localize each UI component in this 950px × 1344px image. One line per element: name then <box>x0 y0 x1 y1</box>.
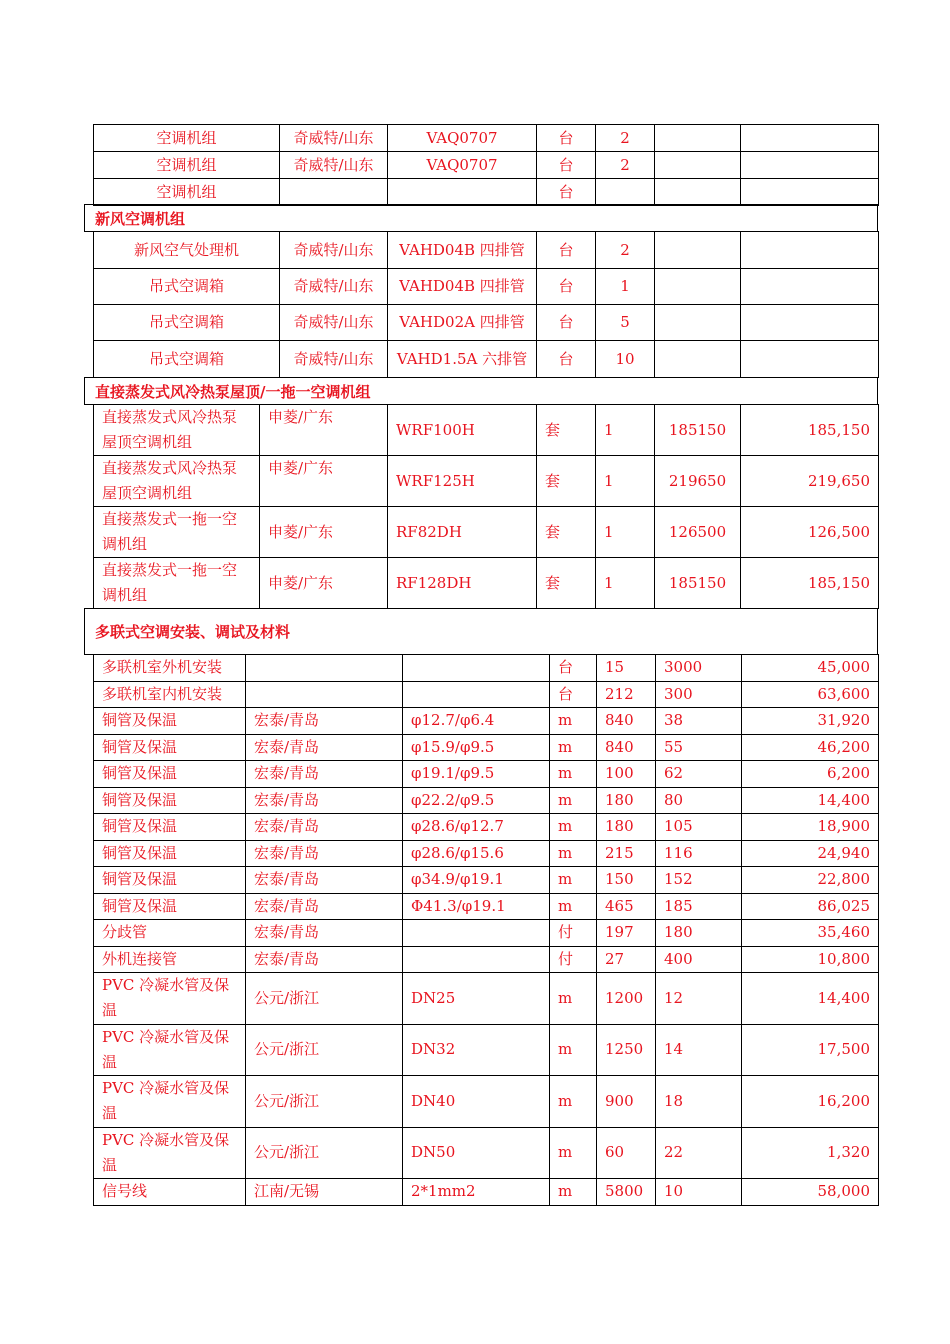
item-name: 直接蒸发式一拖一空调机组 <box>94 507 260 558</box>
item-brand <box>246 681 403 708</box>
table-row <box>94 507 879 558</box>
table-row <box>94 946 879 973</box>
item-price: 152 <box>656 867 742 894</box>
table-row <box>94 655 879 682</box>
item-brand: 奇威特/山东 <box>280 269 388 305</box>
item-price: 12 <box>656 973 742 1025</box>
item-unit: 台 <box>537 269 596 305</box>
item-model: VAHD1.5A 六排管 <box>388 341 537 378</box>
item-name: 铜管及保温 <box>94 787 246 814</box>
item-model: DN32 <box>403 1024 550 1076</box>
item-price <box>655 179 741 206</box>
table-row <box>94 708 879 735</box>
item-qty: 1250 <box>597 1024 656 1076</box>
item-name: 多联机室内机安装 <box>94 681 246 708</box>
item-model: RF128DH <box>388 558 537 609</box>
item-price: 300 <box>656 681 742 708</box>
table-row <box>94 1179 879 1206</box>
item-qty: 150 <box>597 867 656 894</box>
item-model <box>403 946 550 973</box>
item-model: φ28.6/φ12.7 <box>403 814 550 841</box>
item-model: DN25 <box>403 973 550 1025</box>
item-name: PVC 冷凝水管及保温 <box>94 1024 246 1076</box>
item-total <box>741 179 879 206</box>
item-qty: 840 <box>597 708 656 735</box>
item-brand: 申菱/广东 <box>260 405 388 456</box>
table-row <box>94 920 879 947</box>
item-model: φ28.6/φ15.6 <box>403 840 550 867</box>
item-total: 126,500 <box>741 507 879 558</box>
item-price <box>655 232 741 269</box>
item-price <box>655 305 741 341</box>
item-model: WRF100H <box>388 405 537 456</box>
item-price: 219650 <box>655 456 741 507</box>
item-unit: m <box>550 973 597 1025</box>
table-row <box>94 305 879 341</box>
item-price: 185150 <box>655 558 741 609</box>
item-model: Φ41.3/φ19.1 <box>403 893 550 920</box>
item-brand: 申菱/广东 <box>260 558 388 609</box>
item-total: 6,200 <box>742 761 879 788</box>
item-name: 铜管及保温 <box>94 761 246 788</box>
item-unit: m <box>550 734 597 761</box>
item-unit: 套 <box>537 558 596 609</box>
item-total: 35,460 <box>742 920 879 947</box>
item-qty: 5800 <box>597 1179 656 1206</box>
item-model: φ19.1/φ9.5 <box>403 761 550 788</box>
item-qty: 212 <box>597 681 656 708</box>
item-qty: 1 <box>596 456 655 507</box>
item-qty: 60 <box>597 1127 656 1179</box>
item-qty: 2 <box>596 232 655 269</box>
item-unit: 台 <box>537 232 596 269</box>
item-name: 铜管及保温 <box>94 734 246 761</box>
item-price: 22 <box>656 1127 742 1179</box>
table-row <box>94 558 879 609</box>
table-row <box>94 152 879 179</box>
item-total: 24,940 <box>742 840 879 867</box>
item-model <box>388 179 537 206</box>
item-total: 86,025 <box>742 893 879 920</box>
item-qty: 197 <box>597 920 656 947</box>
item-name: 空调机组 <box>94 179 280 206</box>
table-row <box>94 1024 879 1076</box>
item-unit: 台 <box>537 152 596 179</box>
table-row <box>94 1076 879 1128</box>
item-brand: 宏泰/青岛 <box>246 814 403 841</box>
table-rooftop-units <box>93 404 879 609</box>
item-brand: 奇威特/山东 <box>280 125 388 152</box>
item-name: PVC 冷凝水管及保温 <box>94 1127 246 1179</box>
item-name: 多联机室外机安装 <box>94 655 246 682</box>
item-name: 铜管及保温 <box>94 893 246 920</box>
item-total: 14,400 <box>742 787 879 814</box>
item-price: 180 <box>656 920 742 947</box>
item-total: 16,200 <box>742 1076 879 1128</box>
item-total <box>741 341 879 378</box>
item-brand: 奇威特/山东 <box>280 305 388 341</box>
table-row <box>94 341 879 378</box>
item-qty: 2 <box>596 152 655 179</box>
item-unit: m <box>550 893 597 920</box>
section-header-fresh-air: 新风空调机组 <box>84 204 878 232</box>
item-name: 新风空气处理机 <box>94 232 280 269</box>
item-model: 2*1mm2 <box>403 1179 550 1206</box>
item-model <box>403 920 550 947</box>
item-unit: m <box>550 761 597 788</box>
item-model: RF82DH <box>388 507 537 558</box>
item-qty: 27 <box>597 946 656 973</box>
item-brand: 奇威特/山东 <box>280 152 388 179</box>
item-model: DN50 <box>403 1127 550 1179</box>
item-model: φ22.2/φ9.5 <box>403 787 550 814</box>
item-total: 1,320 <box>742 1127 879 1179</box>
item-qty: 5 <box>596 305 655 341</box>
item-name: 吊式空调箱 <box>94 341 280 378</box>
item-model: VAHD04B 四排管 <box>388 269 537 305</box>
item-model: DN40 <box>403 1076 550 1128</box>
item-model: VAHD04B 四排管 <box>388 232 537 269</box>
item-unit: 付 <box>550 920 597 947</box>
item-name: 直接蒸发式一拖一空调机组 <box>94 558 260 609</box>
item-unit: 台 <box>537 305 596 341</box>
table-row <box>94 867 879 894</box>
table-row <box>94 125 879 152</box>
item-qty: 15 <box>597 655 656 682</box>
table-row <box>94 232 879 269</box>
item-qty: 2 <box>596 125 655 152</box>
item-unit: 套 <box>537 507 596 558</box>
table-row <box>94 761 879 788</box>
item-qty: 900 <box>597 1076 656 1128</box>
item-unit: 台 <box>537 125 596 152</box>
item-price: 126500 <box>655 507 741 558</box>
table-ac-units <box>93 124 879 206</box>
item-unit: m <box>550 1127 597 1179</box>
item-total <box>741 152 879 179</box>
item-name: 外机连接管 <box>94 946 246 973</box>
item-brand: 宏泰/青岛 <box>246 920 403 947</box>
item-total: 63,600 <box>742 681 879 708</box>
item-model: φ34.9/φ19.1 <box>403 867 550 894</box>
item-price: 3000 <box>656 655 742 682</box>
item-name: 铜管及保温 <box>94 708 246 735</box>
item-price: 80 <box>656 787 742 814</box>
item-brand: 公元/浙江 <box>246 973 403 1025</box>
item-total: 22,800 <box>742 867 879 894</box>
item-brand: 宏泰/青岛 <box>246 761 403 788</box>
item-unit: m <box>550 708 597 735</box>
section-header-rooftop-units: 直接蒸发式风冷热泵屋顶/一拖一空调机组 <box>84 377 878 405</box>
table-row <box>94 840 879 867</box>
item-price: 18 <box>656 1076 742 1128</box>
table-row <box>94 814 879 841</box>
item-total: 58,000 <box>742 1179 879 1206</box>
item-brand: 宏泰/青岛 <box>246 867 403 894</box>
item-name: 铜管及保温 <box>94 867 246 894</box>
item-total: 14,400 <box>742 973 879 1025</box>
table-row <box>94 787 879 814</box>
item-unit: 套 <box>537 405 596 456</box>
item-price <box>655 269 741 305</box>
item-unit: 台 <box>537 341 596 378</box>
item-model: WRF125H <box>388 456 537 507</box>
item-price: 116 <box>656 840 742 867</box>
item-price: 185150 <box>655 405 741 456</box>
item-unit: 台 <box>537 179 596 206</box>
item-brand: 宏泰/青岛 <box>246 840 403 867</box>
item-price: 10 <box>656 1179 742 1206</box>
item-qty: 1 <box>596 405 655 456</box>
item-price: 185 <box>656 893 742 920</box>
item-brand: 公元/浙江 <box>246 1024 403 1076</box>
table-row <box>94 734 879 761</box>
item-name: PVC 冷凝水管及保温 <box>94 973 246 1025</box>
item-total: 45,000 <box>742 655 879 682</box>
item-qty: 215 <box>597 840 656 867</box>
item-qty: 1 <box>596 507 655 558</box>
item-name: 铜管及保温 <box>94 840 246 867</box>
item-name: 分歧管 <box>94 920 246 947</box>
item-total <box>741 125 879 152</box>
item-unit: m <box>550 814 597 841</box>
item-unit: m <box>550 1076 597 1128</box>
item-unit: m <box>550 1024 597 1076</box>
item-total: 46,200 <box>742 734 879 761</box>
item-unit: m <box>550 1179 597 1206</box>
item-qty: 1 <box>596 558 655 609</box>
table-row <box>94 456 879 507</box>
item-unit: 套 <box>537 456 596 507</box>
item-qty: 465 <box>597 893 656 920</box>
item-model: φ15.9/φ9.5 <box>403 734 550 761</box>
item-qty: 10 <box>596 341 655 378</box>
item-total: 31,920 <box>742 708 879 735</box>
item-name: 空调机组 <box>94 125 280 152</box>
item-qty <box>596 179 655 206</box>
item-brand: 宏泰/青岛 <box>246 893 403 920</box>
section-header-vrf-install: 多联式空调安装、调试及材料 <box>84 608 878 655</box>
item-unit: m <box>550 867 597 894</box>
item-qty: 100 <box>597 761 656 788</box>
item-brand: 宏泰/青岛 <box>246 787 403 814</box>
item-total <box>741 269 879 305</box>
item-model: VAHD02A 四排管 <box>388 305 537 341</box>
table-row <box>94 1127 879 1179</box>
item-price: 105 <box>656 814 742 841</box>
table-vrf-install <box>93 654 879 1206</box>
item-total: 185,150 <box>741 558 879 609</box>
item-brand <box>280 179 388 206</box>
item-name: 空调机组 <box>94 152 280 179</box>
item-unit: 付 <box>550 946 597 973</box>
item-name: 吊式空调箱 <box>94 269 280 305</box>
item-price <box>655 152 741 179</box>
item-name: 铜管及保温 <box>94 814 246 841</box>
item-qty: 180 <box>597 787 656 814</box>
item-model: φ12.7/φ6.4 <box>403 708 550 735</box>
table-row <box>94 893 879 920</box>
item-qty: 840 <box>597 734 656 761</box>
item-brand: 公元/浙江 <box>246 1127 403 1179</box>
item-price: 38 <box>656 708 742 735</box>
item-brand: 奇威特/山东 <box>280 341 388 378</box>
item-name: 直接蒸发式风冷热泵屋顶空调机组 <box>94 405 260 456</box>
item-price: 62 <box>656 761 742 788</box>
item-brand: 申菱/广东 <box>260 507 388 558</box>
item-name: PVC 冷凝水管及保温 <box>94 1076 246 1128</box>
item-model: VAQ0707 <box>388 125 537 152</box>
item-price <box>655 125 741 152</box>
item-qty: 180 <box>597 814 656 841</box>
item-name: 信号线 <box>94 1179 246 1206</box>
item-brand: 宏泰/青岛 <box>246 734 403 761</box>
item-brand: 江南/无锡 <box>246 1179 403 1206</box>
item-price: 400 <box>656 946 742 973</box>
table-row <box>94 681 879 708</box>
item-model <box>403 681 550 708</box>
table-row <box>94 269 879 305</box>
item-price: 14 <box>656 1024 742 1076</box>
item-brand: 宏泰/青岛 <box>246 946 403 973</box>
item-brand: 公元/浙江 <box>246 1076 403 1128</box>
item-unit: m <box>550 787 597 814</box>
item-total <box>741 305 879 341</box>
table-row <box>94 973 879 1025</box>
item-name: 直接蒸发式风冷热泵屋顶空调机组 <box>94 456 260 507</box>
item-brand: 申菱/广东 <box>260 456 388 507</box>
item-brand <box>246 655 403 682</box>
item-price <box>655 341 741 378</box>
item-price: 55 <box>656 734 742 761</box>
item-unit: m <box>550 840 597 867</box>
table-fresh-air-units <box>93 231 879 378</box>
item-total: 219,650 <box>741 456 879 507</box>
item-total: 17,500 <box>742 1024 879 1076</box>
item-model <box>403 655 550 682</box>
item-total: 10,800 <box>742 946 879 973</box>
item-brand: 奇威特/山东 <box>280 232 388 269</box>
item-name: 吊式空调箱 <box>94 305 280 341</box>
item-total: 185,150 <box>741 405 879 456</box>
item-brand: 宏泰/青岛 <box>246 708 403 735</box>
item-qty: 1200 <box>597 973 656 1025</box>
item-qty: 1 <box>596 269 655 305</box>
item-total: 18,900 <box>742 814 879 841</box>
table-row <box>94 179 879 206</box>
item-total <box>741 232 879 269</box>
item-unit: 台 <box>550 681 597 708</box>
table-row <box>94 405 879 456</box>
item-unit: 台 <box>550 655 597 682</box>
item-model: VAQ0707 <box>388 152 537 179</box>
